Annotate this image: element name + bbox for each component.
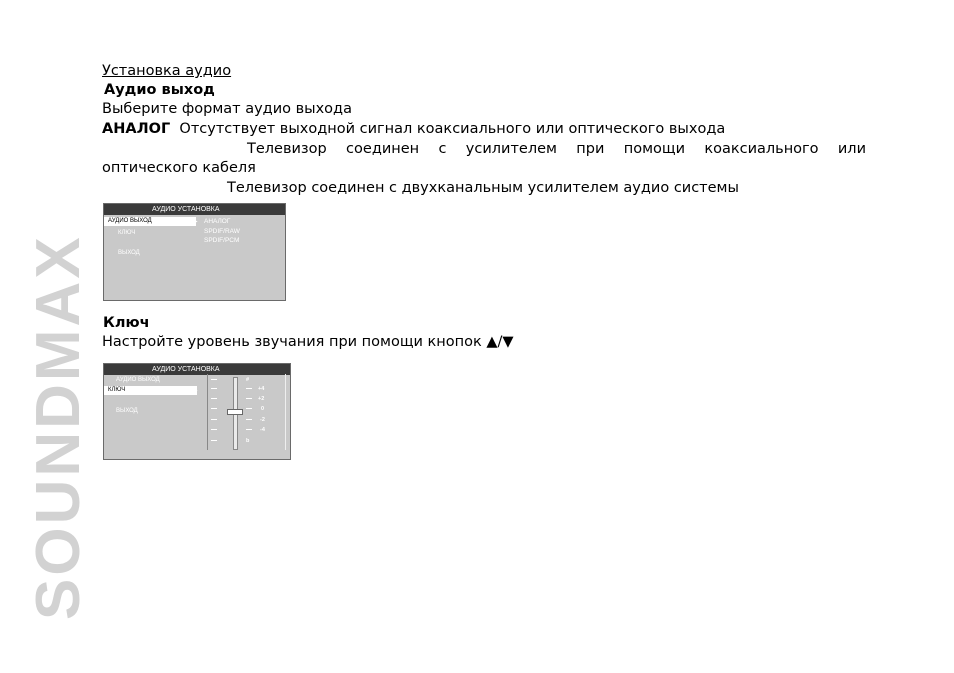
scale-minus4: -4 xyxy=(260,427,265,433)
audio-out-intro: Выберите формат аудио выхода xyxy=(102,101,352,117)
osd-key xyxy=(103,363,291,460)
analog-line xyxy=(102,120,725,139)
scale-zero: 0 xyxy=(261,406,265,412)
scale-minus2: -2 xyxy=(260,417,265,423)
osd1-header xyxy=(104,204,285,215)
pcm-desc: Телевизор соединен с двухканальным усилителем аудио системы xyxy=(227,180,739,196)
scale-sharp: # xyxy=(246,377,250,383)
analog-desc: Отсутствует выходной сигнал коаксиального или оптического выхода xyxy=(179,121,726,137)
osd1-menu-audio-out[interactable]: АУДИО ВЫХОД xyxy=(104,217,196,226)
raw-desc-line2: оптического кабеля xyxy=(102,160,256,176)
osd2-menu-exit[interactable]: ВЫХОД xyxy=(116,408,138,414)
raw-desc-line1: Телевизор соединен с усилителем при помощи коаксиального или xyxy=(247,141,866,157)
osd1-option-spdif-pcm[interactable]: SPDIF/PCM xyxy=(204,237,240,244)
section-title: Установка аудио xyxy=(102,63,232,79)
osd1-option-analog[interactable]: АНАЛОГ xyxy=(204,218,231,225)
scale-plus4: +4 xyxy=(258,386,265,392)
osd1-menu-key[interactable]: КЛЮЧ xyxy=(118,230,136,236)
osd1-option-spdif-raw[interactable]: SPDIF/RAW xyxy=(204,228,240,235)
arrow-right-icon: ▶ xyxy=(193,388,198,394)
slider-knob[interactable] xyxy=(227,409,243,415)
osd2-title: АУДИО УСТАНОВКА xyxy=(152,366,220,373)
osd1-title: АУДИО УСТАНОВКА xyxy=(152,206,220,213)
osd1-menu-exit[interactable]: ВЫХОД xyxy=(118,250,140,256)
key-desc: Настройте уровень звучания при помощи кнопок ▲/▼ xyxy=(102,334,514,350)
key-heading: Ключ xyxy=(103,315,150,331)
osd2-menu-audio-out[interactable]: АУДИО ВЫХОД xyxy=(116,377,160,383)
scale-flat: b xyxy=(246,438,250,444)
scale-plus2: +2 xyxy=(258,396,265,402)
osd-audio-output xyxy=(103,203,286,301)
arrow-right-icon: ▶ xyxy=(193,219,198,225)
brand-watermark: SOUNDMAX xyxy=(24,234,93,620)
osd2-menu-key[interactable]: КЛЮЧ xyxy=(104,386,197,395)
key-slider[interactable] xyxy=(207,374,286,450)
analog-label: АНАЛОГ xyxy=(102,121,171,137)
audio-out-heading: Аудио выход xyxy=(104,82,215,98)
